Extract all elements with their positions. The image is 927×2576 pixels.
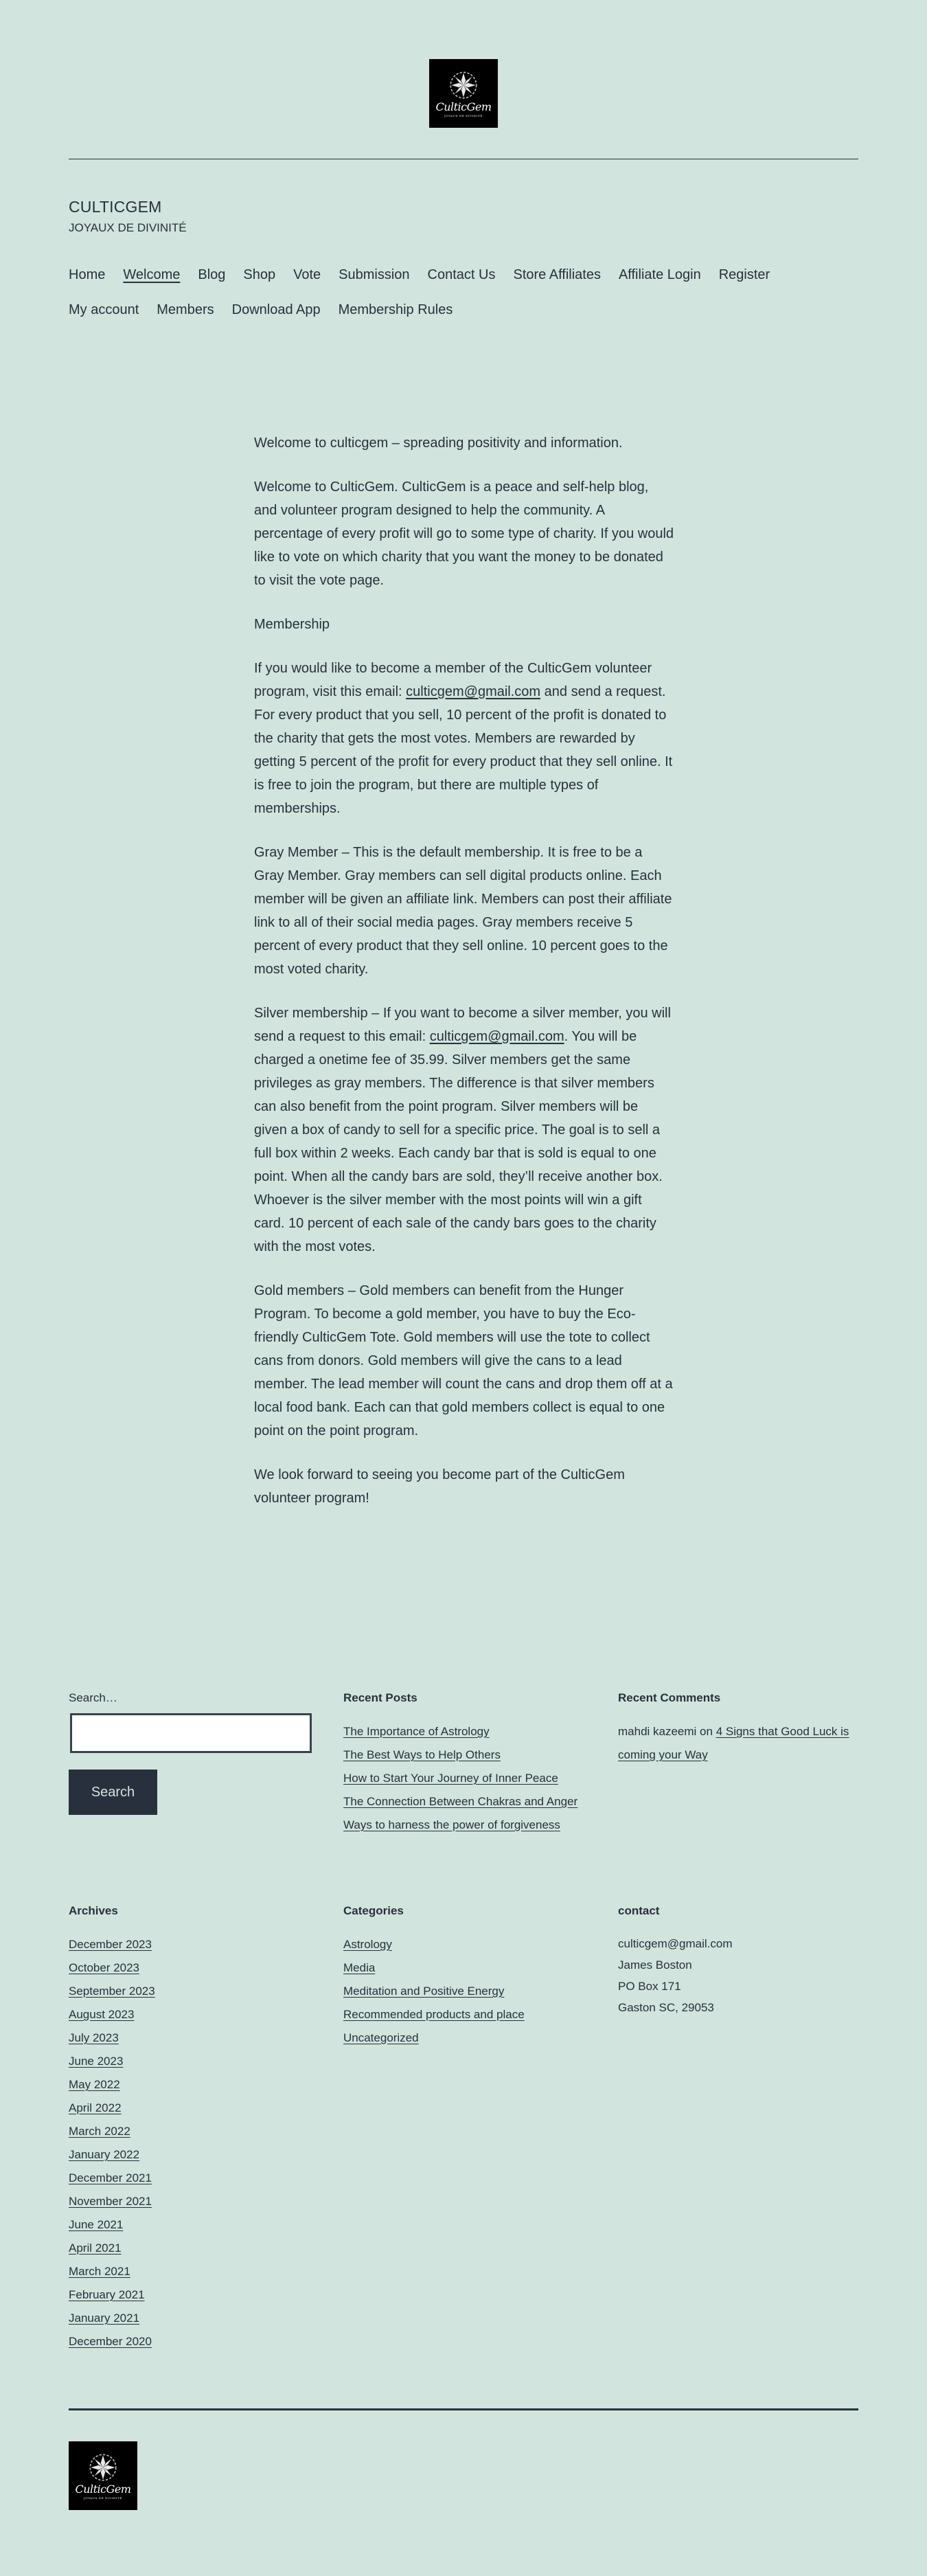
archive-link[interactable]: March 2021 (69, 2265, 130, 2278)
membership-email-link[interactable]: culticgem@gmail.com (406, 684, 541, 699)
membership-text-after: and send a request. For every product that you sell, 10 percent of the profit is donated to the charity that gets the most votes. Members are rewarded by getting 5 percent of the profit for every product that they sell online. It is free to join the program, but there are multiple types of memberships. (254, 684, 673, 816)
gray-member-paragraph: Gray Member – This is the default membership. It is free to be a Gray Member. Gray members can sell digital products online. Each member will be given an affiliate link. Members can post their affiliate link to all of their social media pages. Gray members receive 5 percent of every product that they sell online. 10 percent goes to the most voted charity. (254, 845, 672, 977)
contact-details (618, 1933, 865, 2018)
categories-widget (343, 1904, 591, 2050)
site-logo[interactable] (429, 59, 498, 128)
archive-link[interactable]: April 2022 (69, 2101, 122, 2114)
archive-link[interactable]: July 2023 (69, 2031, 119, 2044)
footer-logo[interactable] (69, 2441, 137, 2510)
category-link[interactable]: Astrology (343, 1938, 392, 1951)
archive-link[interactable]: May 2022 (69, 2078, 120, 2091)
archive-link[interactable]: March 2022 (69, 2125, 130, 2138)
page-content (254, 431, 674, 1530)
contact-title: contact (618, 1904, 660, 1917)
nav-item-register[interactable]: Register (718, 267, 770, 282)
logo-script: CulticGem (75, 2482, 131, 2496)
logo-script: CulticGem (435, 100, 492, 113)
category-link[interactable]: Recommended products and place (343, 2008, 525, 2021)
logo-tagline: JOYAUX DE DIVINITÉ (444, 113, 483, 117)
category-link[interactable]: Uncategorized (343, 2031, 419, 2044)
nav-item-download-app[interactable]: Download App (231, 302, 321, 317)
nav-item-my-account[interactable]: My account (69, 302, 139, 317)
site-title[interactable]: CULTICGEM (69, 198, 162, 216)
category-link[interactable]: Meditation and Positive Energy (343, 1985, 505, 1998)
comment-author: mahdi kazeemi (618, 1725, 697, 1738)
membership-paragraph (254, 657, 674, 820)
categories-list (343, 1933, 591, 2050)
nav-row-2 (69, 300, 858, 320)
recent-comment (618, 1720, 865, 1767)
archives-title: Archives (69, 1904, 118, 1917)
silver-email-link[interactable]: culticgem@gmail.com (429, 1029, 564, 1044)
recent-posts-widget (343, 1691, 591, 1837)
archive-link[interactable]: December 2023 (69, 1938, 152, 1951)
comment-on: on (696, 1725, 716, 1738)
archive-link[interactable]: February 2021 (69, 2288, 145, 2301)
recent-post-link[interactable]: The Importance of Astrology (343, 1725, 490, 1738)
footer-divider (69, 2408, 858, 2410)
contact-city: Gaston SC, 29053 (618, 2001, 714, 2014)
comment-post-link[interactable]: 4 Signs that Good Luck is coming your Way (618, 1725, 849, 1761)
primary-navigation (69, 265, 858, 335)
nav-item-contact-us[interactable]: Contact Us (427, 267, 496, 282)
category-link[interactable]: Media (343, 1961, 376, 1974)
intro-paragraph: Welcome to culticgem – spreading positivity and information. (254, 436, 623, 451)
archives-list (69, 1933, 316, 2353)
recent-comments-title: Recent Comments (618, 1691, 721, 1704)
recent-post-link[interactable]: How to Start Your Journey of Inner Peace (343, 1772, 558, 1785)
nav-item-blog[interactable]: Blog (198, 267, 226, 282)
archive-link[interactable]: September 2023 (69, 1985, 155, 1998)
recent-posts-title: Recent Posts (343, 1691, 417, 1704)
gold-member-paragraph: Gold members – Gold members can benefit from the Hunger Program. To become a gold member, you have to buy the Eco-friendly CulticGem Tote. Gold members will use the tote to collect cans from donors. Gold members will give the cans to a lead member. The lead member will count the cans and drop them off at a local food bank. Each can that gold members collect is equal to one point on the point program. (254, 1283, 673, 1438)
archives-widget (69, 1904, 316, 2353)
silver-text-after: . You will be charged a onetime fee of 35.99. Silver members get the same privileges as gray members. The difference is that silver members can also benefit from the point program. Silver members will be given a box of candy to sell for a specific price. The goal is to sell a full box within 2 weeks. Each candy bar that is sold is equal to one point. When all the candy bars are sold, they’ll receive another box. Whoever is the silver member with the most points will win a gift card. 10 percent of each sale of the candy bars goes to the charity with the most votes. (254, 1029, 663, 1254)
nav-item-store-affiliates[interactable]: Store Affiliates (513, 267, 601, 282)
nav-item-welcome[interactable]: Welcome (123, 267, 181, 282)
search-label: Search… (69, 1691, 117, 1704)
contact-widget (618, 1904, 865, 2018)
nav-item-shop[interactable]: Shop (243, 267, 276, 282)
nav-item-vote[interactable]: Vote (293, 267, 321, 282)
recent-comments-widget (618, 1691, 865, 1767)
membership-heading: Membership (254, 617, 330, 632)
nav-item-affiliate-login[interactable]: Affiliate Login (618, 267, 701, 282)
recent-post-link[interactable]: Ways to harness the power of forgiveness (343, 1818, 560, 1831)
archive-link[interactable]: August 2023 (69, 2008, 135, 2021)
recent-post-link[interactable]: The Connection Between Chakras and Anger (343, 1795, 578, 1808)
search-button[interactable]: Search (69, 1770, 157, 1815)
archive-link[interactable]: November 2021 (69, 2195, 152, 2208)
archive-link[interactable]: December 2021 (69, 2171, 152, 2184)
archive-link[interactable]: June 2023 (69, 2055, 124, 2068)
archive-link[interactable]: December 2020 (69, 2335, 152, 2348)
archive-link[interactable]: January 2021 (69, 2312, 140, 2325)
contact-email: culticgem@gmail.com (618, 1937, 733, 1950)
archive-link[interactable]: October 2023 (69, 1961, 140, 1974)
contact-po-box: PO Box 171 (618, 1980, 681, 1993)
silver-text-before: Silver membership – If you want to become a silver member, you will send a request to this email: (254, 1006, 671, 1044)
archive-link[interactable]: January 2022 (69, 2148, 140, 2161)
about-paragraph: Welcome to CulticGem. CulticGem is a peace and self-help blog, and volunteer program designed to help the community. A percentage of every profit will go to some type of charity. If you would like to vote on which charity that you want the money to be donated to visit the vote page. (254, 479, 674, 588)
recent-posts-list (343, 1720, 591, 1837)
logo-tagline: JOYAUX DE DIVINITÉ (84, 2496, 122, 2500)
nav-item-submission[interactable]: Submission (339, 267, 410, 282)
nav-item-members[interactable]: Members (157, 302, 214, 317)
nav-item-home[interactable]: Home (69, 267, 106, 282)
nav-row-1 (69, 265, 858, 285)
nav-item-membership-rules[interactable]: Membership Rules (338, 302, 453, 317)
site-description: JOYAUX DE DIVINITÉ (69, 221, 187, 234)
silver-member-paragraph (254, 1002, 674, 1258)
closing-paragraph: We look forward to seeing you become part of the CulticGem volunteer program! (254, 1467, 625, 1506)
membership-text-before: If you would like to become a member of the CulticGem volunteer program, visit this email: (254, 661, 652, 699)
gem-logo-icon (448, 70, 479, 100)
contact-name: James Boston (618, 1958, 692, 1971)
archive-link[interactable]: April 2021 (69, 2241, 122, 2255)
recent-post-link[interactable]: The Best Ways to Help Others (343, 1748, 501, 1761)
search-widget (69, 1691, 316, 1815)
archive-link[interactable]: June 2021 (69, 2218, 124, 2231)
search-input[interactable] (70, 1713, 312, 1753)
gem-logo-icon (88, 2452, 118, 2483)
categories-title: Categories (343, 1904, 404, 1917)
